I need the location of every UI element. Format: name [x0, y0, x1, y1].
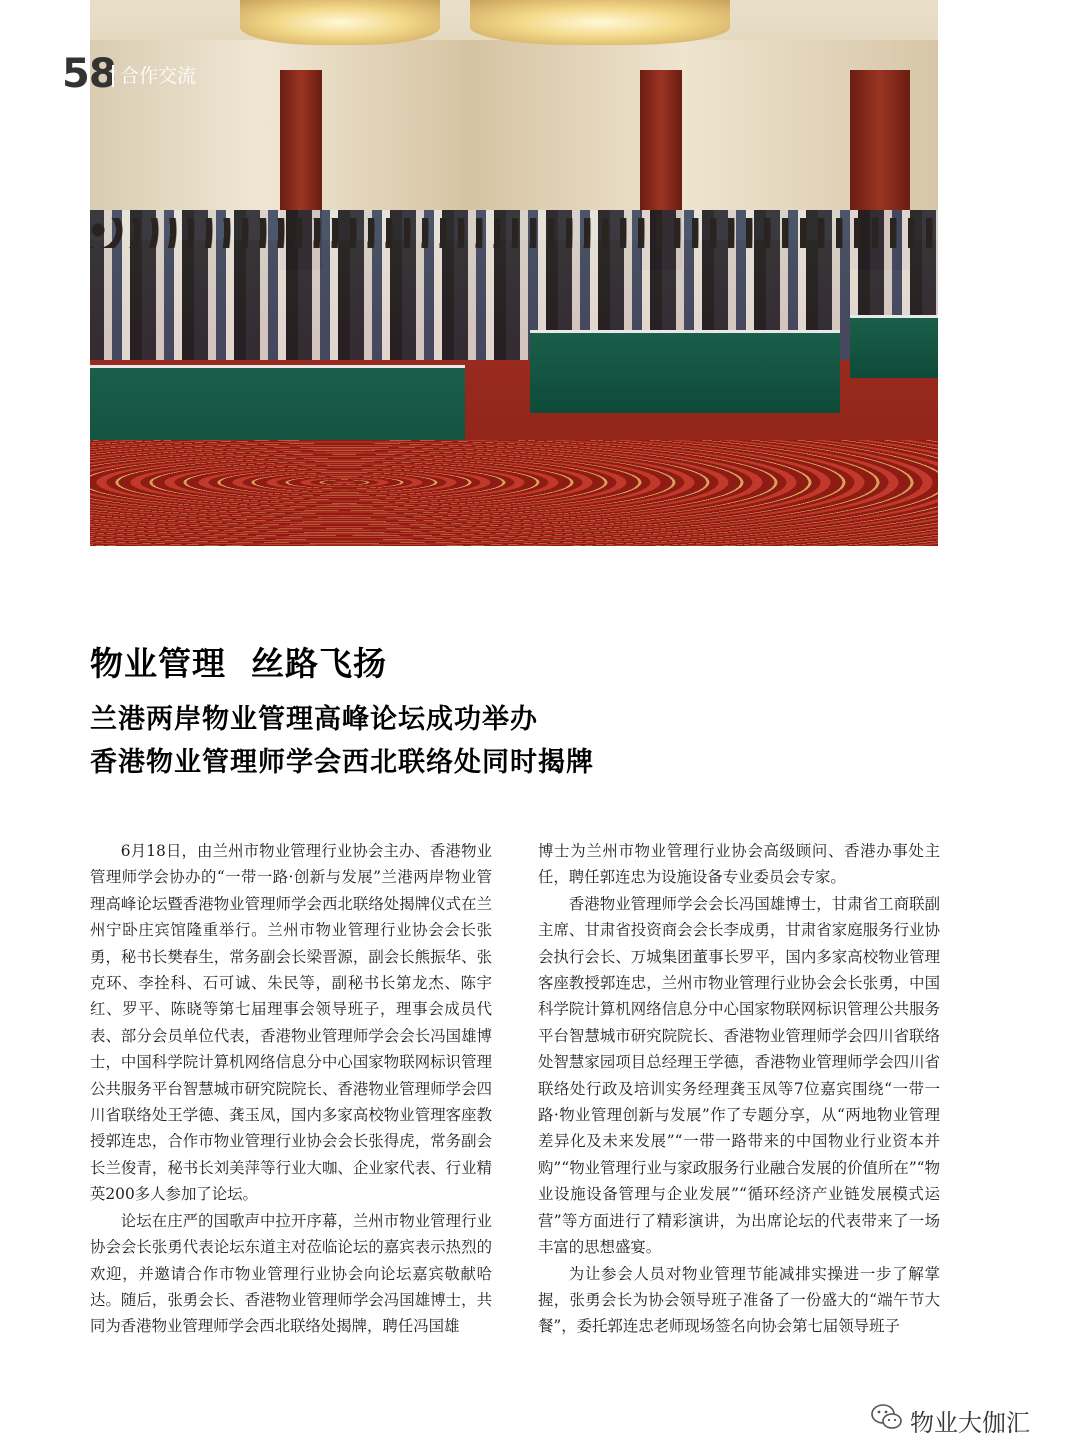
- section-label: 合作交流: [112, 65, 196, 87]
- page-number: 58: [62, 51, 116, 97]
- article-subtitle-2: 香港物业管理师学会西北联络处同时揭牌: [90, 747, 594, 778]
- paragraph: 论坛在庄严的国歌声中拉开序幕，兰州市物业管理行业协会会长张勇代表论坛东道主对莅临论坛的嘉宾表示热烈的欢迎，并邀请合作市物业管理行业协会向论坛嘉宾敬献哈达。随后，张勇会长、香港物业管理师学会冯国雄博士，共同为香港物业管理师学会西北联络处揭牌，聘任冯国雄: [90, 1211, 492, 1336]
- right-column: [538, 838, 940, 1340]
- watermark-text: 物业大伽汇: [910, 1408, 1030, 1437]
- left-column: [90, 838, 492, 1340]
- wechat-icon: [870, 1402, 904, 1438]
- paragraph: 香港物业管理师学会会长冯国雄博士，甘肃省工商联副主席、甘肃省投资商会会长李成勇，甘肃省家庭服务行业协会执行会长、万城集团董事长罗平，国内多家高校物业管理客座教授郭连忠，兰州市物业管理行业协会会长张勇，中国科学院计算机网络信息分中心国家物联网标识管理公共服务平台智慧城市研究院院长、香港物业管理师学会四川省联络处智慧家园项目总经理王学德，香港物业管理师学会四川省联络处行政及培训实务经理龚玉凤等7位嘉宾围绕“一带一路·物业管理创新与发展”作了专题分享，从“两地物业管理差异化及未来发展”“一带一路带来的中国物业行业资本并购”“物业管理行业与家政服务行业融合发展的价值所在”“物业设施设备管理与企业发展”“循环经济产业链发展模式运营”等方面进行了精彩演讲，为出席论坛的代表带来了一场丰富的思想盛宴。: [538, 894, 940, 1257]
- paragraph: 6月18日，由兰州市物业管理行业协会主办、香港物业管理师学会协办的“一带一路·创新与发展”兰港两岸物业管理高峰论坛暨香港物业管理师学会西北联络处揭牌仪式在兰州宁卧庄宾馆隆重举行。兰州市物业管理行业协会会长张勇，秘书长樊春生，常务副会长梁晋源，副会长熊振华、张克环、李拴科、石可诚、朱民等，副秘书长第龙杰、陈宇红、罗平、陈晓等第七届理事会领导班子，理事会成员代表、部分会员单位代表，香港物业管理师学会会长冯国雄博士，中国科学院计算机网络信息分中心国家物联网标识管理公共服务平台智慧城市研究院院长、香港物业管理师学会四川省联络处王学德、龚玉凤，国内多家高校物业管理客座教授郭连忠，合作市物业管理行业协会会长张得虎，常务副会长兰俊青，秘书长刘美萍等行业大咖、企业家代表、行业精英200多人参加了论坛。: [90, 842, 492, 1204]
- article-title: 物业管理 丝路飞扬: [90, 644, 387, 683]
- paragraph: 为让参会人员对物业管理节能减排实操进一步了解掌握，张勇会长为协会领导班子准备了一份盛大的“端午节大餐”，委托郭连忠老师现场签名向协会第七届领导班子: [538, 1264, 940, 1336]
- article-subtitle-1: 兰港两岸物业管理高峰论坛成功举办: [90, 704, 538, 735]
- event-photo: [90, 0, 938, 546]
- paragraph: 博士为兰州市物业管理行业协会高级顾问、香港办事处主任，聘任郭连忠为设施设备专业委员会专家。: [538, 842, 940, 887]
- wechat-watermark: [870, 1402, 1030, 1438]
